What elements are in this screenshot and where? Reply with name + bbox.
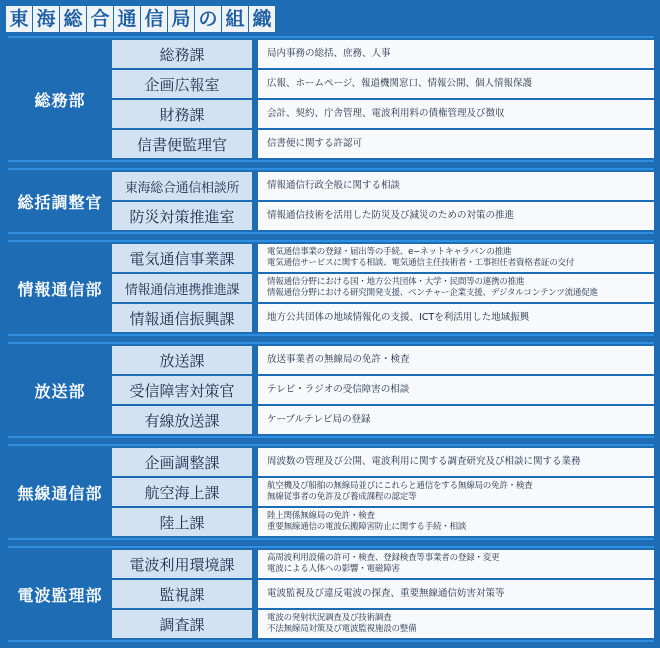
section-description [258, 550, 654, 578]
description-line: 放送事業者の無線局の免許・検査 [267, 354, 410, 365]
section-description [258, 346, 654, 374]
description-line: 重要無線通信の電波伝搬障害防止に関する手続・相談 [267, 522, 467, 532]
page-title [6, 6, 276, 32]
section-description [258, 202, 654, 230]
section-name: 財務課 [112, 100, 252, 128]
section-description [258, 100, 654, 128]
title-char: 総 [60, 6, 86, 32]
description-line: 航空機及び船舶の無線局並びにこれらと通信をする無線局の免許・検査 [267, 481, 533, 491]
department-name: 総括調整官 [8, 170, 112, 232]
department-block [8, 168, 654, 234]
section-description [258, 610, 654, 638]
section-row [112, 274, 654, 302]
title-char: 組 [222, 6, 248, 32]
title-char: 通 [114, 6, 140, 32]
description-line: 電波監視及び違反電波の探査、重要無線通信妨害対策等 [267, 588, 505, 599]
department-block [8, 546, 654, 642]
department-block [8, 240, 654, 336]
description-line: 情報通信分野における研究開発支援、ベンチャー企業支援、デジタルコンテンツ流通促進 [267, 288, 598, 298]
description-line: 不法無線局対策及び電波監視施設の整備 [267, 624, 417, 634]
section-name: 放送課 [112, 346, 252, 374]
description-line: 信書便に関する許認可 [267, 138, 363, 149]
org-table [8, 36, 654, 648]
section-description [258, 580, 654, 608]
section-row [112, 478, 654, 506]
section-name: 受信障害対策官 [112, 376, 252, 404]
description-line: 電気通信事業の登録・届出等の手続、e−ネットキャラバンの推進 [267, 247, 512, 257]
description-line: 無線従事者の免許及び養成課程の認定等 [267, 492, 417, 502]
section-list [112, 242, 654, 334]
section-row [112, 448, 654, 476]
section-name: 企画調整課 [112, 448, 252, 476]
section-row [112, 100, 654, 128]
description-line: 高周波利用設備の許可・検査、登録検査等事業者の登録・変更 [267, 553, 500, 563]
description-line: 地方公共団体の地域情報化の支援、ICTを利活用した地域振興 [267, 312, 530, 323]
description-line: 周波数の管理及び公開、電波利用に関する調査研究及び相談に関する業務 [267, 456, 581, 467]
section-description [258, 508, 654, 536]
section-row [112, 70, 654, 98]
section-row [112, 508, 654, 536]
section-description [258, 70, 654, 98]
title-char: 局 [168, 6, 194, 32]
department-name: 無線通信部 [8, 446, 112, 538]
section-name: 陸上課 [112, 508, 252, 536]
title-char: 東 [6, 6, 32, 32]
description-line: 電気通信サービスに関する相談、電気通信主任技術者・工事担任者資格者証の交付 [267, 258, 575, 268]
section-name: 総務課 [112, 40, 252, 68]
section-row [112, 40, 654, 68]
description-line: テレビ・ラジオの受信障害の相談 [267, 384, 410, 395]
description-line: 会計、契約、庁舎管理、電波利用料の債権管理及び徴収 [267, 108, 505, 119]
department-name: 情報通信部 [8, 242, 112, 334]
section-name: 企画広報室 [112, 70, 252, 98]
section-name: 監視課 [112, 580, 252, 608]
title-char: 合 [87, 6, 113, 32]
section-description [258, 244, 654, 272]
section-description [258, 406, 654, 434]
description-line: ケーブルテレビ局の登録 [267, 414, 371, 425]
section-row [112, 244, 654, 272]
section-row [112, 304, 654, 332]
section-list [112, 446, 654, 538]
section-name: 電波利用環境課 [112, 550, 252, 578]
department-block [8, 342, 654, 438]
description-line: 情報通信行政全般に関する相談 [267, 180, 401, 191]
section-list [112, 548, 654, 640]
department-block [8, 444, 654, 540]
description-line: 陸上関係無線局の免許・検査 [267, 511, 375, 521]
section-row [112, 202, 654, 230]
title-char: 海 [33, 6, 59, 32]
section-name: 情報通信振興課 [112, 304, 252, 332]
section-name: 防災対策推進室 [112, 202, 252, 230]
description-line: 局内事務の総括、庶務、人事 [267, 48, 391, 59]
section-row [112, 406, 654, 434]
section-name: 信書便監理官 [112, 130, 252, 158]
section-name: 有線放送課 [112, 406, 252, 434]
section-description [258, 478, 654, 506]
title-char: の [195, 6, 221, 32]
section-name: 電気通信事業課 [112, 244, 252, 272]
section-row [112, 172, 654, 200]
section-description [258, 274, 654, 302]
description-line: 情報通信技術を活用した防災及び減災のための対策の推進 [267, 210, 515, 221]
description-line: 広報、ホームページ、報道機関窓口、情報公開、個人情報保護 [267, 78, 533, 89]
section-row [112, 610, 654, 638]
section-row [112, 580, 654, 608]
description-line: 電波による人体への影響・電磁障害 [267, 564, 400, 574]
department-name: 総務部 [8, 38, 112, 160]
section-list [112, 170, 654, 232]
section-name: 情報通信連携推進課 [112, 274, 252, 302]
section-name: 調査課 [112, 610, 252, 638]
title-char: 織 [249, 6, 275, 32]
description-line: 情報通信分野における国・地方公共団体・大学・民間等の連携の推進 [267, 277, 525, 287]
section-row [112, 550, 654, 578]
section-list [112, 344, 654, 436]
department-name: 放送部 [8, 344, 112, 436]
section-description [258, 304, 654, 332]
section-name: 東海総合通信相談所 [112, 172, 252, 200]
section-description [258, 130, 654, 158]
section-name: 航空海上課 [112, 478, 252, 506]
department-name: 電波監理部 [8, 548, 112, 640]
section-description [258, 448, 654, 476]
department-block [8, 36, 654, 162]
section-row [112, 130, 654, 158]
description-line: 電波の発射状況調査及び技術調査 [267, 613, 392, 623]
section-description [258, 40, 654, 68]
section-description [258, 376, 654, 404]
section-list [112, 38, 654, 160]
section-description [258, 172, 654, 200]
section-row [112, 376, 654, 404]
section-row [112, 346, 654, 374]
title-char: 信 [141, 6, 167, 32]
